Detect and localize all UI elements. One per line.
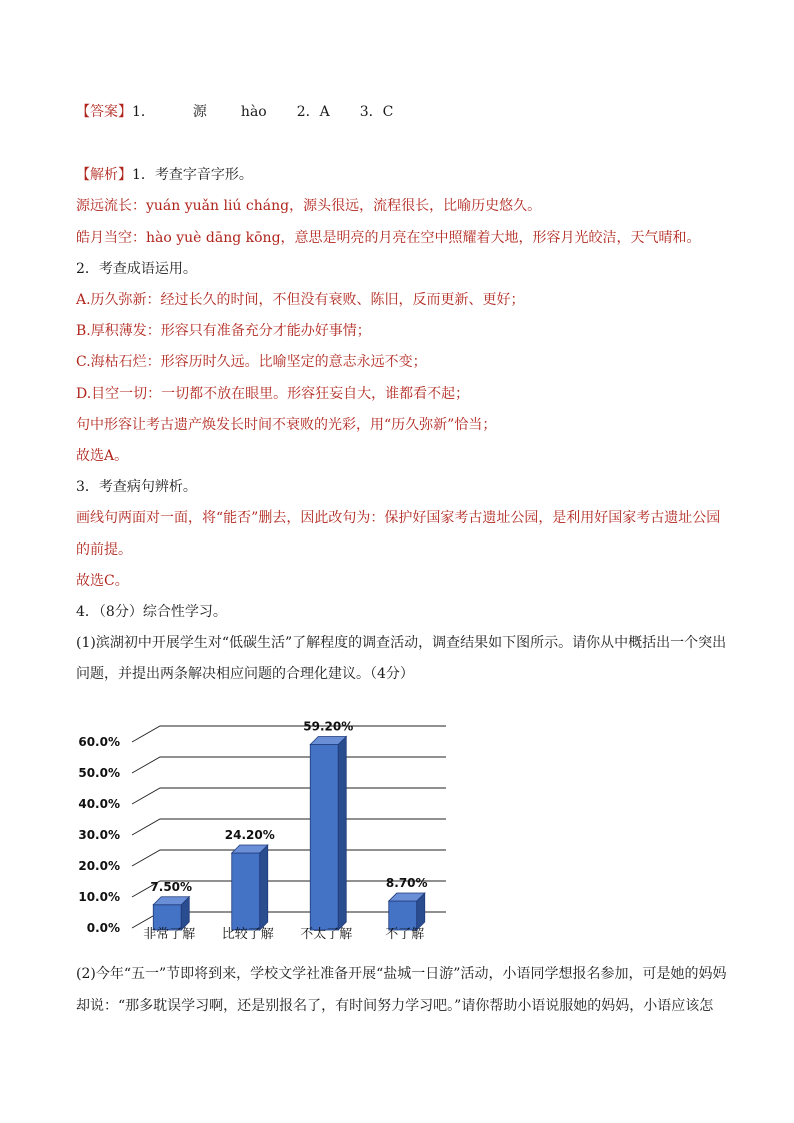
chart-categories bbox=[143, 926, 424, 942]
analysis-option-b: B.厚积薄发：形容只有准备充分才能办好事情； bbox=[76, 323, 371, 339]
y-tick-label: 0.0% bbox=[86, 921, 120, 935]
analysis-heading-1-text: 1．考查字音字形。 bbox=[132, 167, 253, 183]
answer-item2: 2．A bbox=[296, 104, 330, 120]
chart-y-ticks bbox=[78, 735, 120, 935]
category-label: 不太了解 bbox=[300, 927, 353, 942]
gridline bbox=[132, 788, 446, 804]
analysis-choice-3: 故选C。 bbox=[76, 573, 129, 589]
bar-data-label: 24.20% bbox=[224, 827, 275, 842]
bar bbox=[310, 736, 346, 930]
y-tick-label: 60.0% bbox=[78, 735, 120, 749]
bar-data-label: 8.70% bbox=[385, 876, 428, 891]
category-label: 非常了解 bbox=[143, 927, 196, 942]
analysis-choice-2: 故选A。 bbox=[76, 448, 129, 464]
category-label: 比较了解 bbox=[221, 927, 274, 942]
analysis-label: 【解析】 bbox=[76, 167, 132, 183]
chart-bars bbox=[153, 736, 425, 930]
q4-part1-line-a: (1)滨湖初中开展学生对“低碳生活”了解程度的调查活动，调查结果如下图所示。请你从中概括出一个突出 bbox=[76, 635, 727, 651]
y-tick-label: 10.0% bbox=[78, 890, 120, 904]
analysis-line-2: 皓月当空：hào yuè dāng kōng，意思是明亮的月亮在空中照耀着大地，形容月光皎洁，天气晴和。 bbox=[76, 230, 701, 246]
gridline bbox=[132, 850, 446, 866]
analysis-heading-3: 3．考查病句辨析。 bbox=[76, 479, 197, 495]
bar bbox=[153, 897, 189, 930]
category-label: 不了解 bbox=[385, 927, 425, 942]
y-tick-label: 30.0% bbox=[78, 828, 120, 842]
analysis-option-c: C.海枯石烂：形容历时久远。比喻坚定的意志永远不变； bbox=[76, 354, 427, 370]
y-tick-label: 20.0% bbox=[78, 859, 120, 873]
analysis-conclusion-2: 句中形容让考古遗产焕发长时间不衰败的光彩，用“历久弥新”恰当； bbox=[76, 417, 497, 433]
answer-item3: 3．C bbox=[359, 104, 394, 120]
bar bbox=[389, 893, 425, 930]
gridline bbox=[132, 819, 446, 835]
answer-item1-num: 1． bbox=[132, 104, 155, 120]
analysis-option-d: D.目空一切：一切都不放在眼里。形容狂妄自大，谁都看不起； bbox=[76, 386, 470, 402]
analysis-heading-1 bbox=[76, 165, 253, 185]
gridline bbox=[132, 726, 446, 742]
y-tick-label: 40.0% bbox=[78, 797, 120, 811]
analysis-line-3b: 的前提。 bbox=[76, 542, 132, 558]
analysis-line-1: 源远流长：yuán yuǎn liú cháng，源头很远，流程很长，比喻历史悠久。 bbox=[76, 198, 542, 214]
bar bbox=[232, 845, 268, 930]
chart-data-labels bbox=[150, 719, 427, 893]
q4-part2-line-b: 却说：“那多耽误学习啊，还是别报名了，有时间努力学习吧。”请你帮助小语说服她的妈妈，小语应该怎 bbox=[76, 998, 714, 1014]
q4-title: 4．（8分）综合性学习。 bbox=[76, 604, 227, 620]
analysis-option-a: A.历久弥新：经过长久的时间，不但没有衰败、陈旧，反而更新、更好； bbox=[76, 292, 525, 308]
bar-data-label: 7.50% bbox=[150, 879, 193, 894]
analysis-line-3a: 画线句两面对一面，将“能否”删去，因此改句为：保护好国家考古遗址公园，是利用好国家考古遗址公园 bbox=[76, 510, 721, 526]
answer-item1-a: 源 bbox=[192, 104, 207, 120]
answer-label: 【答案】 bbox=[76, 104, 132, 120]
gridline bbox=[132, 757, 446, 773]
q4-part2-line-a: (2)今年“五一”节即将到来，学校文学社准备开展“盐城一日游”活动，小语同学想报名参加，可是她的妈妈 bbox=[76, 966, 727, 982]
q4-part1-line-b: 问题，并提出两条解决相应问题的合理化建议。（4分） bbox=[76, 666, 414, 682]
bar-data-label: 59.20% bbox=[303, 719, 354, 734]
y-tick-label: 50.0% bbox=[78, 766, 120, 780]
analysis-heading-2: 2．考查成语运用。 bbox=[76, 261, 197, 277]
answer-item1-b: hào bbox=[240, 104, 267, 120]
survey-bar-chart bbox=[76, 700, 456, 950]
answer-line bbox=[76, 102, 393, 122]
